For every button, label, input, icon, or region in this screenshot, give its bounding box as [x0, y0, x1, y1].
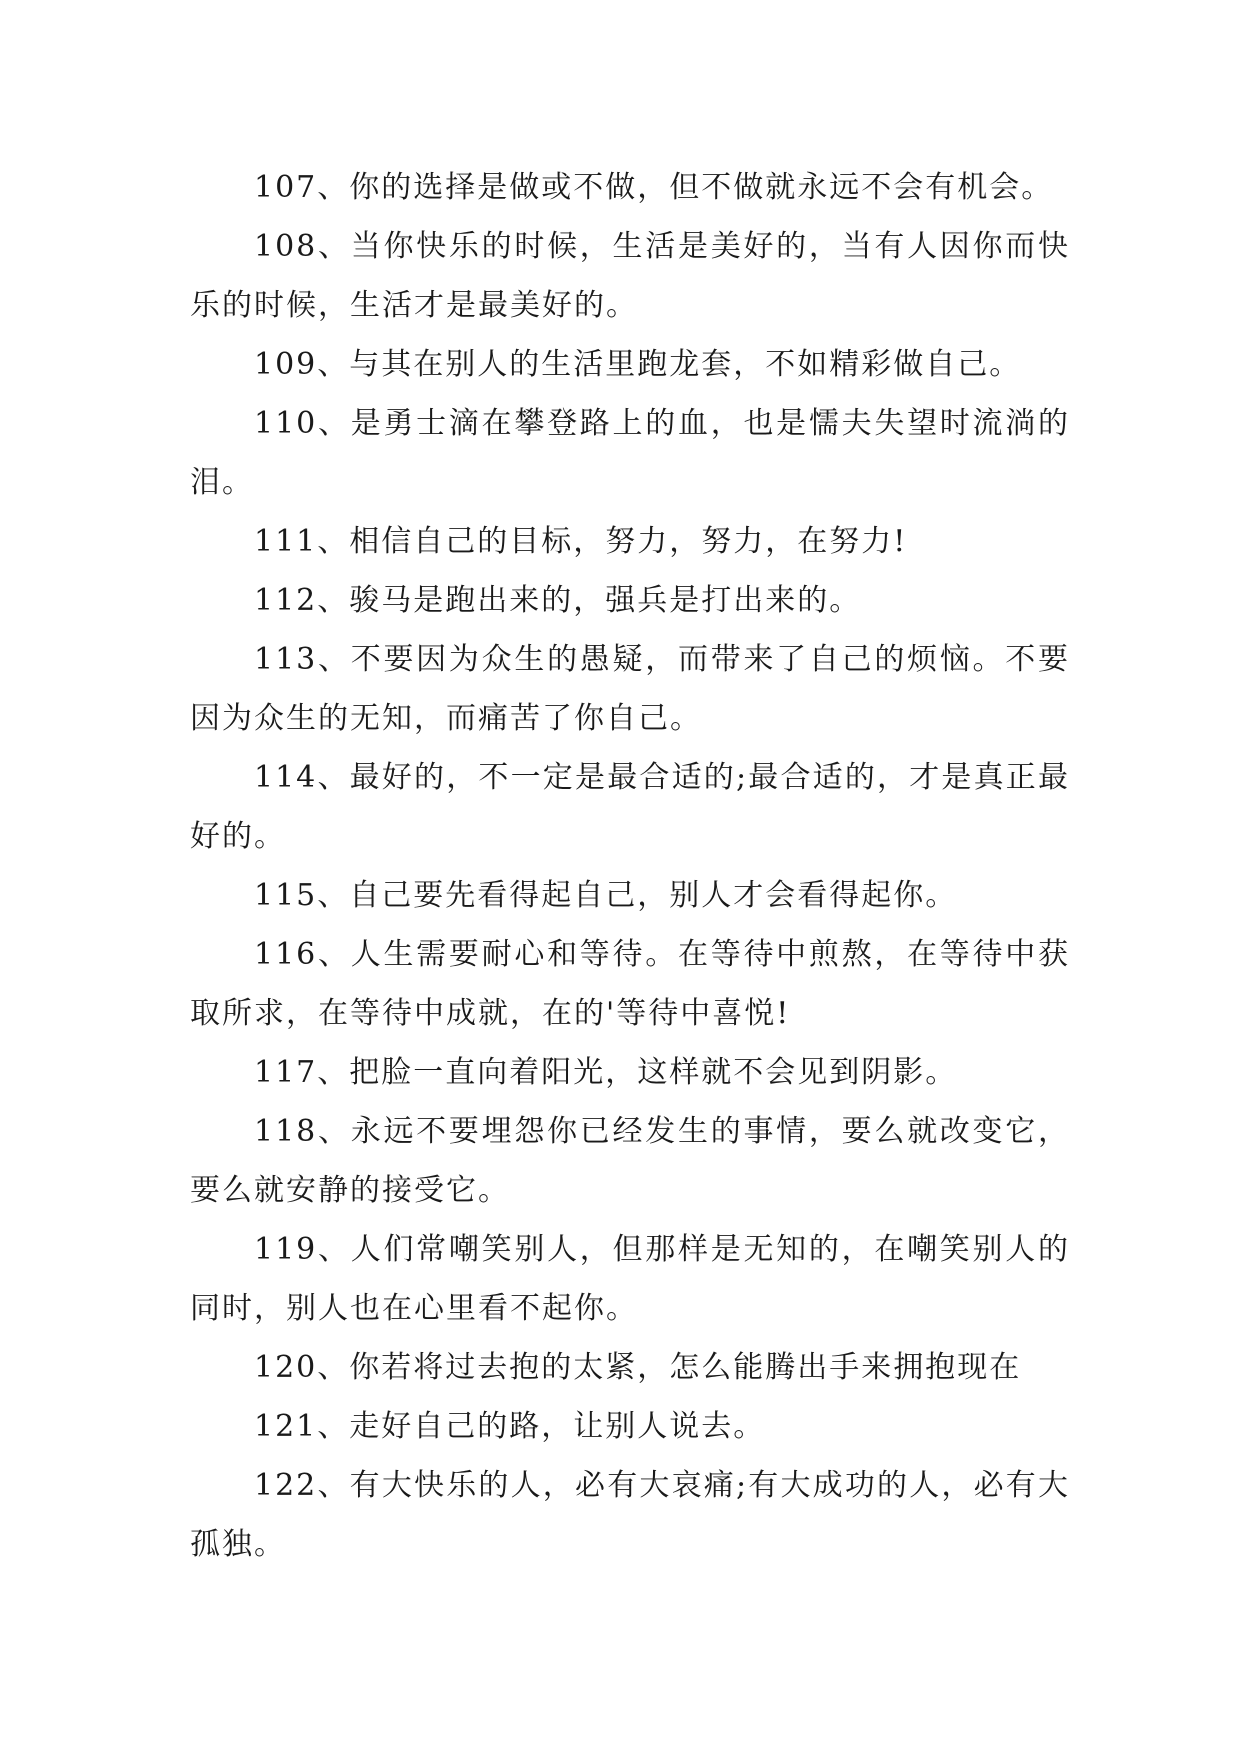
paragraph-117: 117、把脸一直向着阳光，这样就不会见到阴影。	[254, 1055, 958, 1090]
paragraph-111: 111、相信自己的目标，努力，努力，在努力!	[254, 524, 908, 559]
paragraph-107: 107、你的选择是做或不做，但不做就永远不会有机会。	[254, 170, 1054, 205]
paragraph-122: 122、有大快乐的人，必有大哀痛;有大成功的人，必有大孤独。	[190, 1468, 1070, 1562]
paragraph-112: 112、骏马是跑出来的，强兵是打出来的。	[254, 583, 862, 618]
paragraph-118: 118、永远不要埋怨你已经发生的事情，要么就改变它，要么就安静的接受它。	[190, 1114, 1070, 1208]
paragraph-120: 120、你若将过去抱的太紧，怎么能腾出手来拥抱现在	[254, 1350, 1022, 1385]
paragraph-115: 115、自己要先看得起自己，别人才会看得起你。	[254, 878, 958, 913]
paragraph-119: 119、人们常嘲笑别人，但那样是无知的，在嘲笑别人的同时，别人也在心里看不起你。	[190, 1232, 1070, 1326]
paragraph-114: 114、最好的，不一定是最合适的;最合适的，才是真正最好的。	[190, 760, 1070, 854]
paragraph-116: 116、人生需要耐心和等待。在等待中煎熬，在等待中获取所求，在等待中成就，在的'等待中喜悦!	[190, 937, 1070, 1031]
paragraph-108: 108、当你快乐的时候，生活是美好的，当有人因你而快乐的时候，生活才是最美好的。	[190, 229, 1070, 323]
paragraph-113: 113、不要因为众生的愚疑，而带来了自己的烦恼。不要因为众生的无知，而痛苦了你自己。	[190, 642, 1070, 736]
paragraph-109: 109、与其在别人的生活里跑龙套，不如精彩做自己。	[254, 347, 1022, 382]
paragraph-121: 121、走好自己的路，让别人说去。	[254, 1409, 766, 1444]
document-body	[190, 158, 1070, 1574]
paragraph-110: 110、是勇士滴在攀登路上的血，也是懦夫失望时流淌的泪。	[190, 406, 1070, 500]
